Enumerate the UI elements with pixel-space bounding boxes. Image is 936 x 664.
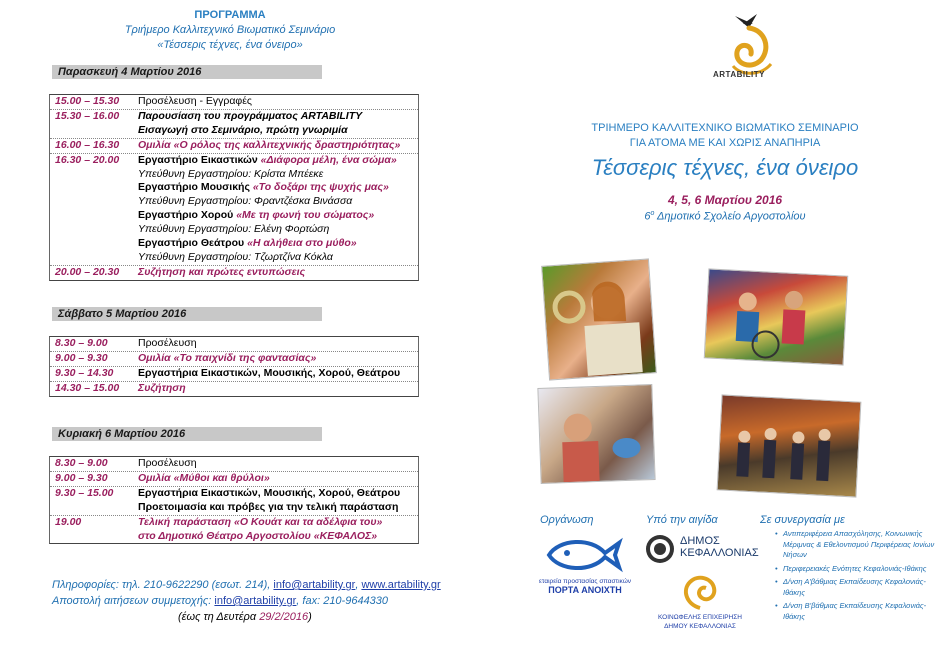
schedule-line: Τελική παράσταση «Ο Κουάτ και τα αδέλφια του»: [138, 515, 383, 528]
schedule-sunday: [49, 456, 419, 544]
artability-logo: [705, 8, 795, 93]
schedule-time: 14.30 – 15.00: [55, 381, 120, 394]
email-link[interactable]: info@artability.gr: [273, 579, 356, 591]
program-title: ΠΡΟΓΡΑΜΜΑ: [194, 9, 266, 21]
info-phone: : τηλ. 210-9622290 (εσωτ. 214),: [115, 579, 271, 591]
photo-workshop-1: [541, 258, 657, 380]
dimos-line-1: ΔΗΜΟΣ: [680, 535, 720, 547]
schedule-desc: [138, 457, 418, 471]
schedule-row: [50, 472, 418, 487]
schedule-desc: [138, 382, 418, 396]
schedule-desc: [138, 472, 418, 486]
venue-name: Δημοτικό Σχολείο Αργοστολίου: [654, 210, 806, 223]
schedule-desc: [138, 110, 418, 138]
schedule-row: [50, 516, 418, 544]
deadline-date: 29/2/2016: [259, 611, 309, 623]
kedi-line-2: ΔΗΜΟΥ ΚΕΦΑΛΛΟΝΙΑΣ: [664, 623, 736, 630]
info-line-2: [52, 593, 452, 609]
schedule-row: [50, 154, 418, 266]
schedule-time: 9.00 – 9.30: [55, 471, 108, 484]
fish-icon: [535, 535, 635, 573]
schedule-line: Προετοιμασία και πρόβες για την τελική παράσταση: [138, 500, 399, 513]
partner-item: • Αντιπεριφέρεια Απασχόλησης, Κοινωνικής Μέριμνας & Εθελοντισμού Περιφέρειας Ιονίων Νήσων: [775, 529, 935, 561]
schedule-time: 9.30 – 14.30: [55, 366, 114, 379]
fax: , fax: 210-9644330: [296, 595, 389, 607]
photo-figure-2: [705, 269, 849, 365]
program-name: «Τέσσερις τέχνες, ένα όνειρο»: [157, 39, 303, 51]
venue-num: 6: [644, 210, 651, 223]
schedule-line: Προσέλευση: [138, 337, 197, 349]
kedi-logo: [644, 574, 756, 636]
photo-workshop-2: [704, 268, 849, 365]
schedule-desc: [138, 95, 418, 109]
schedule-row: [50, 95, 418, 110]
partner-item: • Περιφερειακές Ενότητες Κεφαλονιάς-Ιθάκης: [775, 564, 935, 575]
org-caption-1: εταιρεία προστασίας σπαστικών: [538, 578, 632, 585]
program-subtitle: Τριήμερο Καλλιτεχνικό Βιωματικό Σεμινάριο: [124, 24, 336, 36]
seminar-subtitle-2: ΓΙΑ ΑΤΟΜΑ ΜΕ ΚΑΙ ΧΩΡΙΣ ΑΝΑΠΗΡΙΑ: [629, 137, 821, 149]
right-title-block: [560, 121, 890, 223]
schedule-desc: [138, 154, 418, 265]
website-link[interactable]: www.artability.gr: [361, 579, 441, 591]
schedule-line: [138, 237, 418, 251]
schedule-row: [50, 487, 418, 516]
photo-figure: [542, 259, 657, 380]
deadline-suffix: ): [308, 611, 312, 623]
schedule-line: Υπεύθυνη Εργαστηρίου: Ελένη Φορτώση: [138, 223, 330, 236]
info-sep: ,: [355, 579, 359, 591]
schedule-row: [50, 382, 418, 396]
emblem-icon: [644, 533, 676, 565]
schedule-line: [138, 181, 418, 195]
logo-text: ARTABILITY: [713, 70, 765, 79]
schedule-desc: [138, 367, 418, 381]
dimos-line-2: ΚΕΦΑΛΛΟΝΙΑΣ: [680, 547, 759, 559]
schedule-desc: [138, 516, 418, 544]
schedule-line: Ομιλία «Ο ρόλος της καλλιτεχνικής δραστηριότητας»: [138, 138, 401, 151]
schedule-time: 8.30 – 9.00: [55, 337, 108, 349]
kedi-line-1: ΚΟΙΝΩΦΕΛΗΣ ΕΠΙΧΕΙΡΗΣΗ: [658, 614, 742, 621]
partners-heading: Σε συνεργασία με: [760, 514, 845, 526]
schedule-line: Συζήτηση: [138, 381, 186, 394]
partner-item: • Δ/νση Α'βάθμιας Εκπαίδευσης Κεφαλονιάς-Ιθάκης: [775, 577, 935, 598]
photo-workshop-4: [717, 394, 862, 497]
apply-colon: :: [208, 595, 212, 607]
venue-sup: ο: [650, 210, 655, 217]
schedule-line: στο Δημοτικό Θέατρο Αργοστολίου «ΚΕΦΑΛΟΣ»: [138, 529, 378, 542]
schedule-time: 16.00 – 16.30: [55, 138, 120, 151]
schedule-line: Προσέλευση - Εγγραφές: [138, 95, 252, 107]
schedule-line: Εισαγωγή στο Σεμινάριο, πρώτη γνωριμία: [138, 123, 348, 136]
shell-icon: [680, 574, 720, 610]
program-header: [100, 8, 360, 53]
schedule-line: Υπεύθυνη Εργαστηρίου: Φραντζέσκα Βινάσσα: [138, 195, 353, 208]
schedule-time: 20.00 – 20.30: [55, 265, 120, 278]
schedule-row: [50, 457, 418, 472]
schedule-line: Υπεύθυνη Εργαστηρίου: Τζωρτζίνα Κόκλα: [138, 250, 333, 263]
workshop-name: Εργαστήριο Εικαστικών: [138, 153, 261, 166]
schedule-row: [50, 337, 418, 352]
day-band-saturday: Σάββατο 5 Μαρτίου 2016: [52, 307, 322, 321]
schedule-line: Προσέλευση: [138, 457, 197, 469]
schedule-row: [50, 352, 418, 367]
seminar-title: Τέσσερις τέχνες, ένα όνειρο: [591, 155, 859, 180]
schedule-time: 9.00 – 9.30: [55, 351, 108, 364]
schedule-desc: [138, 266, 418, 280]
org-heading: Οργάνωση: [540, 514, 594, 526]
info-line-1: [52, 577, 452, 593]
schedule-line: Παρουσίαση του προγράμματος ARTABILITY: [138, 109, 363, 122]
photo-workshop-3: [537, 384, 655, 484]
photo-figure-3: [538, 385, 655, 484]
contact-info: [52, 577, 452, 625]
seminar-venue: [560, 210, 890, 223]
schedule-line: Εργαστήρια Εικαστικών, Μουσικής, Χορού, Θεάτρου: [138, 486, 401, 499]
schedule-desc: [138, 487, 418, 515]
deadline-prefix: (έως τη Δευτέρα: [178, 611, 260, 623]
seminar-subtitle-1: ΤΡΙΗΜΕΡΟ ΚΑΛΛΙΤΕΧΝΙΚΟ ΒΙΩΜΑΤΙΚΟ ΣΕΜΙΝΑΡΙΟ: [591, 122, 859, 134]
schedule-time: 16.30 – 20.00: [55, 153, 120, 166]
apply-label: Αποστολή αιτήσεων συμμετοχής: [52, 595, 209, 607]
workshop-name: Εργαστήριο Θεάτρου: [138, 237, 248, 250]
workshop-title: «Η αλήθεια στο μύθο»: [247, 237, 357, 250]
schedule-time: 9.30 – 15.00: [55, 486, 114, 499]
patron-heading: Υπό την αιγίδα: [646, 514, 718, 526]
schedule-line: Ομιλία «Μύθοι και θρύλοι»: [138, 471, 270, 484]
schedule-line: [138, 154, 418, 168]
schedule-row: [50, 266, 418, 280]
schedule-line: [138, 209, 418, 223]
apply-email-link[interactable]: info@artability.gr: [214, 595, 297, 607]
info-label: Πληροφορίες: [52, 579, 116, 591]
schedule-line: Υπεύθυνη Εργαστηρίου: Κρίστα Μπέεκε: [138, 167, 324, 180]
schedule-row: [50, 367, 418, 382]
schedule-row: [50, 139, 418, 154]
schedule-desc: [138, 352, 418, 366]
photo-figure-4: [718, 395, 862, 497]
schedule-time: 15.00 – 15.30: [55, 95, 120, 107]
schedule-saturday: [49, 336, 419, 397]
schedule-friday: [49, 94, 419, 281]
workshop-name: Εργαστήριο Χορού: [138, 209, 237, 222]
seminar-dates: 4, 5, 6 Μαρτίου 2016: [667, 193, 783, 207]
workshop-name: Εργαστήριο Μουσικής: [138, 181, 253, 194]
schedule-row: [50, 110, 418, 139]
dimos-logo: [644, 533, 759, 565]
day-band-friday: Παρασκευή 4 Μαρτίου 2016: [52, 65, 322, 79]
schedule-desc: [138, 337, 418, 351]
org-caption-2: ΠΟΡΤΑ ΑΝΟΙΧΤΗ: [548, 585, 622, 595]
schedule-line: Συζήτηση και πρώτες εντυπώσεις: [138, 265, 306, 278]
schedule-line: Ομιλία «Το παιχνίδι της φαντασίας»: [138, 351, 317, 364]
porta-anoixti-logo: [535, 535, 635, 597]
schedule-time: 8.30 – 9.00: [55, 457, 108, 469]
logo-graphic: [705, 8, 795, 93]
workshop-title: «Διάφορα μέλη, ένα σώμα»: [260, 153, 397, 166]
workshop-title: «Το δοξάρι της ψυχής μας»: [252, 181, 389, 194]
workshop-title: «Με τη φωνή του σώματος»: [236, 209, 375, 222]
partners-list: [775, 529, 935, 625]
day-band-sunday: Κυριακή 6 Μαρτίου 2016: [52, 427, 322, 441]
partner-item: • Δ/νση Β'βάθμιας Εκπαίδευσης Κεφαλονιάς-Ιθάκης: [775, 601, 935, 622]
schedule-time: 15.30 – 16.00: [55, 109, 120, 122]
deadline: [52, 609, 452, 625]
bird-icon: [735, 14, 757, 28]
schedule-line: Εργαστήρια Εικαστικών, Μουσικής, Χορού, Θεάτρου: [138, 366, 401, 379]
schedule-time: 19.00: [55, 515, 82, 528]
schedule-desc: [138, 139, 418, 153]
